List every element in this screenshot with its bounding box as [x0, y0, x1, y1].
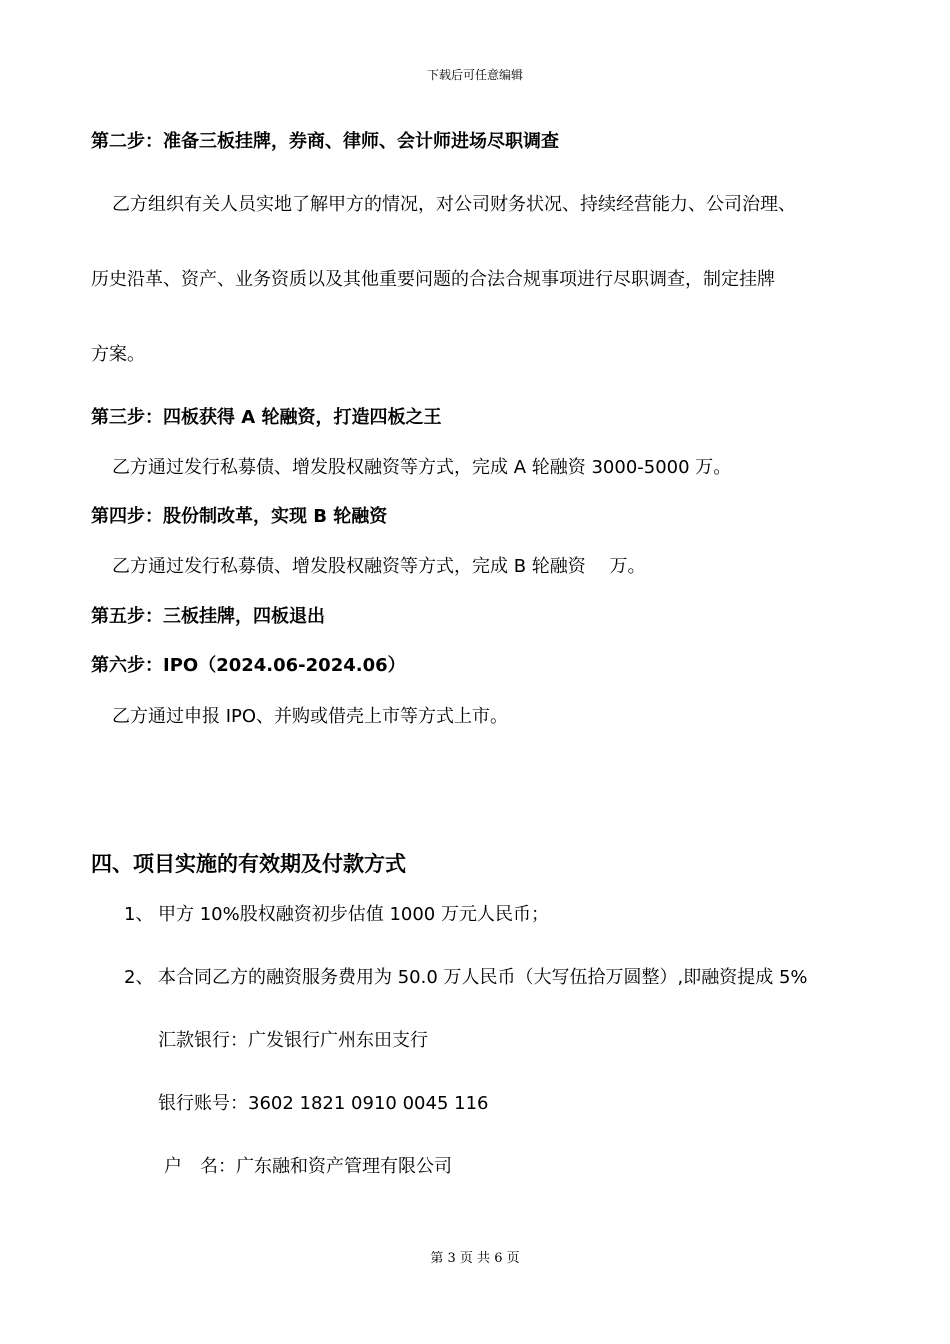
- account-holder-line: [164, 1152, 452, 1178]
- account-holder-value: 广东融和资产管理有限公司: [236, 1156, 452, 1177]
- step-5-title: 第五步：三板挂牌，四板退出: [91, 606, 325, 627]
- page-header-note: 下载后可任意编辑: [426, 68, 523, 82]
- step-3-title: 第三步：四板获得 A 轮融资，打造四板之王: [91, 407, 442, 428]
- step-3-paragraph: 乙方通过发行私募债、增发股权融资等方式，完成 A 轮融资 3000-5000 万。: [112, 457, 732, 478]
- step-2-title: 第二步：准备三板挂牌，券商、律师、会计师进场尽职调查: [91, 131, 559, 152]
- bank-account-label: 银行账号：: [158, 1093, 248, 1114]
- step-4-paragraph: 乙方通过发行私募债、增发股权融资等方式，完成 B 轮融资 万。: [112, 556, 646, 577]
- list-item-2-text: 本合同乙方的融资服务费用为 50.0 万人民币（大写伍拾万圆整）,即融资提成 5%: [158, 967, 808, 988]
- bank-name-line: [158, 1026, 428, 1052]
- step-2-paragraph-line-3: 方案。: [91, 344, 145, 365]
- bank-account-line: [158, 1089, 488, 1115]
- step-4-title: 第四步：股份制改革，实现 B 轮融资: [91, 506, 388, 527]
- section-heading: 四、项目实施的有效期及付款方式: [91, 852, 406, 876]
- step-6-title: 第六步：IPO（2024.06-2024.06）: [91, 655, 406, 676]
- list-item-1-number: 1、: [124, 904, 154, 925]
- bank-account-value: 3602 1821 0910 0045 116: [248, 1093, 489, 1114]
- bank-name-value: 广发银行广州东田支行: [248, 1030, 428, 1051]
- list-item-1-text: 甲方 10%股权融资初步估值 1000 万元人民币；: [158, 904, 549, 925]
- step-2-paragraph-line-1: 乙方组织有关人员实地了解甲方的情况，对公司财务状况、持续经营能力、公司治理、: [112, 194, 796, 215]
- step-6-paragraph: 乙方通过申报 IPO、并购或借壳上市等方式上市。: [112, 706, 509, 727]
- list-item-2-number: 2、: [124, 967, 154, 988]
- page-footer-page-info: 第 3 页 共 6 页: [430, 1251, 520, 1266]
- account-holder-label: 户 名：: [164, 1156, 236, 1177]
- step-2-paragraph-line-2: 历史沿革、资产、业务资质以及其他重要问题的合法合规事项进行尽职调查，制定挂牌: [91, 269, 775, 290]
- bank-name-label: 汇款银行：: [158, 1030, 248, 1051]
